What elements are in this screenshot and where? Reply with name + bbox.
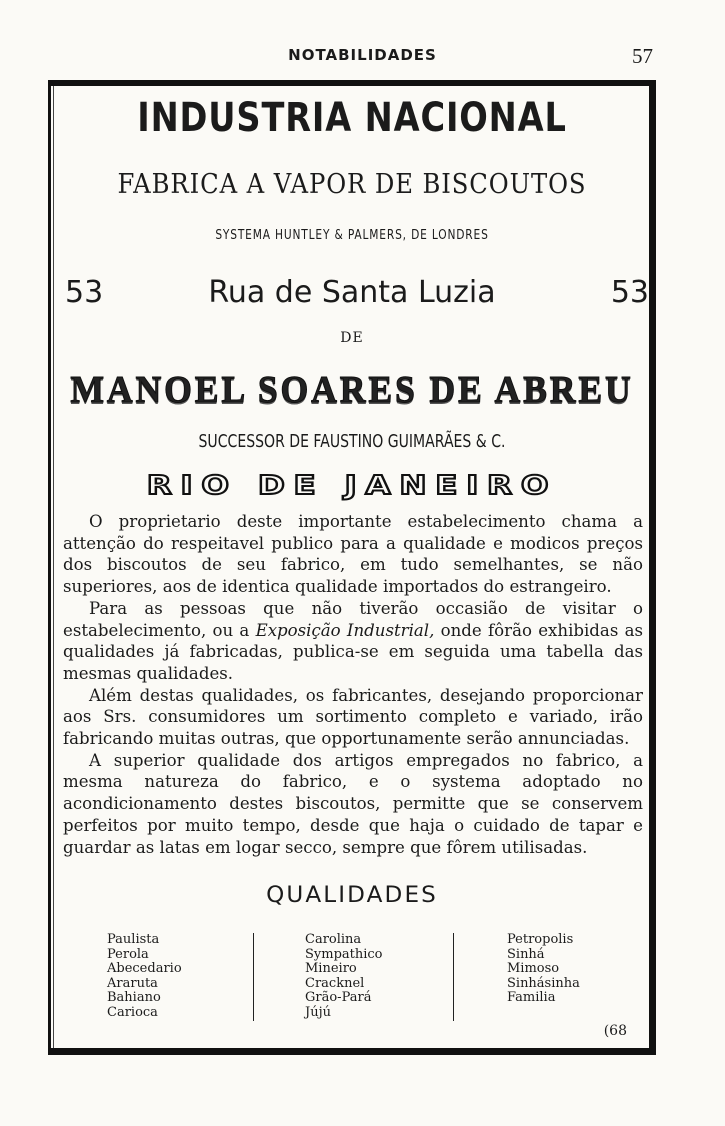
address-row (51, 275, 653, 315)
column-divider (253, 933, 254, 1021)
list-item: Carioca (107, 1004, 158, 1020)
advert-body (63, 511, 643, 858)
successor-line: SUCCESSOR DE FAUSTINO GUIMARÃES & C. (198, 431, 506, 452)
list-item: Bahiano (107, 990, 161, 1005)
street-name: Rua de Santa Luzia (208, 275, 496, 310)
list-item: Mimoso (507, 961, 560, 976)
list-item: Jújú (305, 1004, 331, 1020)
qualities-column-3 (507, 933, 580, 1006)
city-name: RIO DE JANEIRO (146, 471, 558, 501)
running-head (0, 46, 725, 70)
qualities-table (107, 933, 627, 1025)
list-item: Sympathico (305, 946, 383, 962)
list-item: Carolina (305, 932, 362, 947)
list-item: Mineiro (305, 961, 357, 976)
street-number-left: 53 (65, 275, 104, 310)
list-item: Araruta (107, 975, 158, 991)
advert-subheadline: FABRICA A VAPOR DE BISCOUTOS (117, 169, 587, 200)
list-item: Familia (507, 990, 556, 1005)
preposition: DE (340, 330, 364, 346)
paragraph-4: A superior qualidade dos artigos empregados no fabrico, a mesma natureza do fabrico, e o systema adoptado no acondicionamento destes biscoutos, permitte que se conservem perfeitos por muito tempo, desde que haja o cuidado de tapar e guardar as latas em logar secco, sempre que fôrem utilisadas. (63, 750, 643, 857)
owner-name: MANOEL SOARES DE ABREU (70, 369, 634, 411)
list-item: Sinhásinha (507, 975, 580, 991)
page-number: 57 (632, 44, 653, 68)
paragraph-2 (63, 598, 643, 685)
list-item: Perola (107, 946, 149, 962)
paragraph-3: Além destas qualidades, os fabricantes, desejando proporcionar aos Srs. consumidores um sortimento completo e variado, irão fabricando muitas outras, que opportunamente serão annunciadas. (63, 685, 643, 749)
paragraph-2-start: Para as pessoas que não tiverão occasião de visitar o estabelecimento, ou a (63, 598, 643, 640)
street-number-right: 53 (610, 275, 649, 310)
qualities-column-1 (107, 933, 182, 1020)
qualities-column-2 (305, 933, 383, 1020)
footnote-marker: (68 (603, 1023, 627, 1039)
advert-headline: INDUSTRIA NACIONAL (137, 95, 567, 141)
list-item: Abecedario (107, 961, 182, 976)
advertisement-frame (48, 80, 656, 1055)
list-item: Grão-Pará (305, 990, 372, 1005)
list-item: Petropolis (507, 932, 574, 947)
list-item: Paulista (107, 932, 160, 947)
running-head-title: NOTABILIDADES (288, 46, 437, 64)
paragraph-1: O proprietario deste importante estabelecimento chama a attenção do respeitavel publico para a qualidade e modicos preços dos biscoutos de seu fabrico, em tudo semelhantes, se não superiores, aos de identica qualidade importados do estrangeiro. (63, 512, 643, 597)
system-line: SYSTEMA HUNTLEY & PALMERS, DE LONDRES (215, 228, 489, 243)
list-item: Cracknel (305, 975, 365, 991)
paragraph-2-end: onde fôrão exhibidas as qualidades já fabricadas, publica-se em seguida uma tabella das mesmas qualidades. (63, 620, 643, 683)
column-divider (453, 933, 454, 1021)
frame-shadow-edge (649, 80, 656, 1055)
exhibition-name: Exposição Industrial, (255, 620, 435, 640)
qualities-title: QUALIDADES (266, 883, 438, 908)
list-item: Sinhá (507, 946, 545, 962)
